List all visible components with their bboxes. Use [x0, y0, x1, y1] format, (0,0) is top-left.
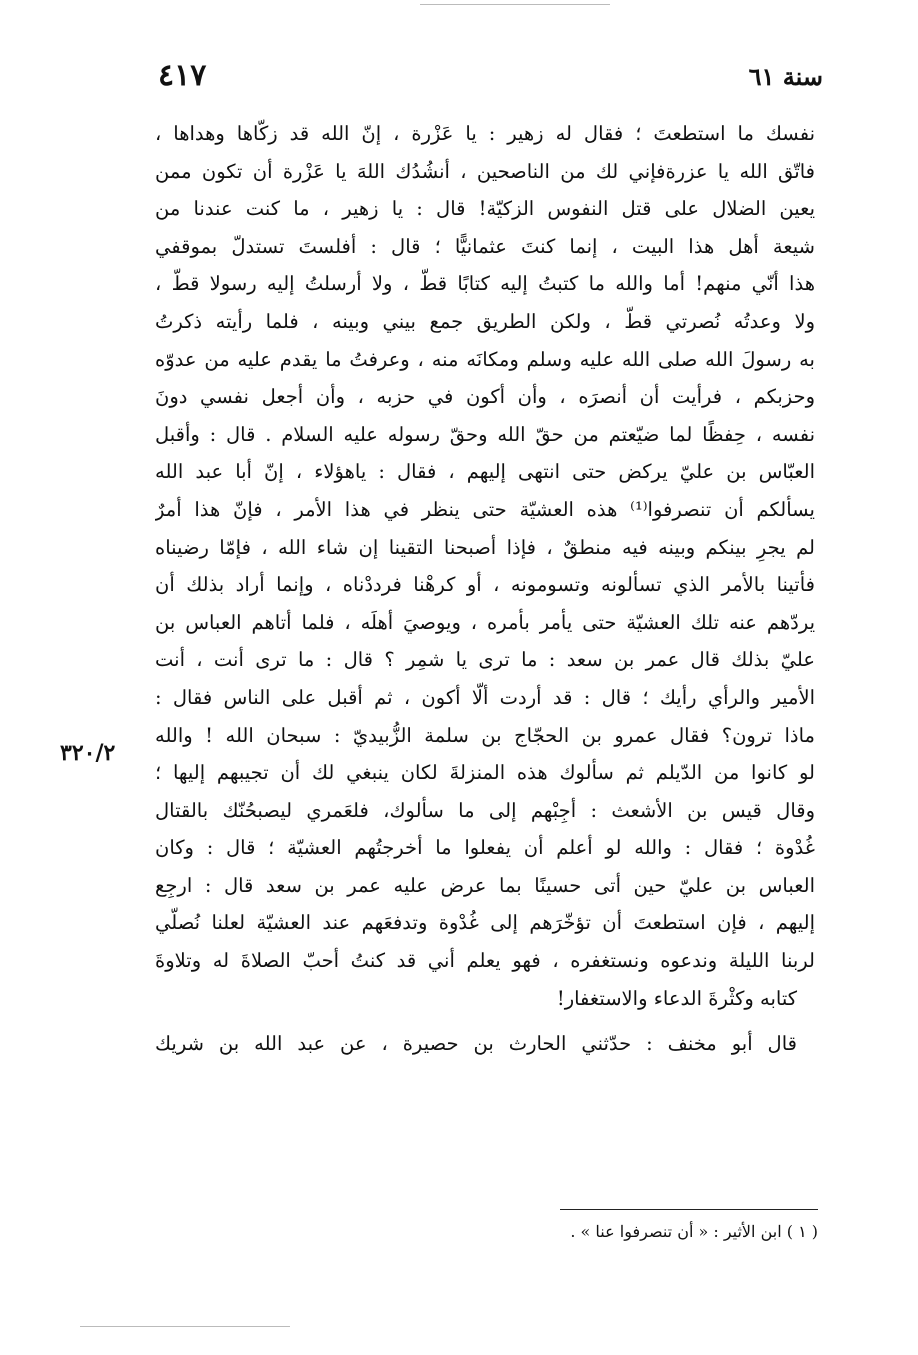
text-line-new-paragraph: قال أبو مخنف : حدّثني الحارث بن حصيرة ، عن عبد الله بن شريك — [155, 1032, 797, 1056]
paragraph-gap — [155, 1017, 815, 1025]
text-line: فاتّق الله يا عزرةفإني لك من الناصحين ، أنشُدُك اللهَ يا عَزْرة أن تكون ممن — [155, 159, 815, 183]
footnote-separator — [560, 1209, 818, 1210]
text-line: يسألكم أن تنصرفوا⁽¹⁾ هذه العشيّة حتى ينظر في هذا الأمر ، فإنّ هذا أمرٌ — [155, 497, 815, 521]
footnote: ( ١ ) ابن الأثير : « أن تنصرفوا عنا » . — [570, 1222, 818, 1241]
main-text-block — [155, 115, 815, 1063]
text-line: نفسه ، حِفظًا لما ضيّعتم من حقّ الله وحقّ رسوله عليه السلام . قال : وأقبل — [155, 422, 815, 446]
text-line: لو كانوا من الدّيلم ثم سألوك هذه المنزلةَ لكان ينبغي لك أن تجيبهم إليها ؛ — [155, 761, 815, 785]
text-line-paragraph-end: كتابه وكثْرةَ الدعاء والاستغفار! — [556, 986, 797, 1010]
text-line: لربنا الليلة وندعوه ونستغفره ، فهو يعلم أني قد كنتُ أحبّ الصلاةَ له وتلاوةَ — [155, 949, 815, 973]
text-line: ماذا ترون؟ فقال عمرو بن الحجّاج بن سلمة الزُّبيديّ : سبحان الله ! والله — [155, 723, 815, 747]
text-line: إليهم ، فإن استطعتَ أن تؤخّرَهم إلى غُدْوة وتدفعَهم عند العشيّة لعلنا نُصلّي — [155, 911, 815, 935]
page-number: ٤١٧ — [158, 58, 207, 93]
text-line: يردّهم عنه تلك العشيّة حتى يأمر بأمره ، ويوصيَ أهلَه ، فلما أتاهم العباس بن — [155, 610, 815, 634]
text-line: غُدْوة ؛ فقال : والله لو أعلم أن يفعلوا ما أخرجتُهم العشيّة ؛ قال : وكان — [155, 836, 815, 860]
text-line: لم يجرِ بينكم وبينه فيه منطقٌ ، فإذا أصبحنا التقينا إن شاء الله ، فإمّا رضيناه — [155, 535, 815, 559]
text-line: هذا أنّي منهم! أما والله ما كتبتُ إليه كتابًا قطّ ، ولا أرسلتُ إليه رسولا قطّ ، — [155, 272, 815, 296]
text-line: الأمير والرأي رأيك ؛ قال : قد أردت ألّا أكون ، ثم أقبل على الناس فقال : — [155, 685, 815, 709]
text-line: عليّ بذلك قال عمر بن سعد : ما ترى يا شمِر ؟ قال : ما ترى أنت ، أنت — [155, 648, 815, 672]
top-edge-line — [420, 4, 610, 5]
text-line: به رسولَ الله صلى الله عليه وسلم ومكانَه منه ، وعرفتُ ما يقدم عليه من عدوّه — [155, 347, 815, 371]
text-line: نفسك ما استطعتَ ؛ فقال له زهير : يا عَزْرة ، إنّ الله قد زكّاها وهداها ، — [155, 122, 815, 145]
text-line: فأتينا بالأمر الذي تسألونه وتسومونه ، أو كرهْنا فرددْناه ، وإنما أراد بذلك أن — [155, 573, 815, 597]
text-line: ولا وعدتُه نُصرتي قطّ ، ولكن الطريق جمع بيني وبينه ، فلما رأيته ذكرتُ — [155, 309, 815, 333]
text-line: وقال قيس بن الأشعث : أجِبْهم إلى ما سألوك، فلعَمري ليصبحُنّك بالقتال — [155, 798, 815, 822]
running-header-year: سنة ٦١ — [748, 62, 823, 91]
text-line: شيعة أهل هذا البيت ، إنما كنتَ عثمانيًّا ؛ قال : أفلستَ تستدلّ بموقفي — [155, 234, 815, 258]
text-line: يعين الضلال على قتل النفوس الزكيّة! قال : يا زهير ، ما كنت عندنا من — [155, 197, 815, 221]
text-line: العبّاس بن عليّ يركض حتى انتهى إليهم ، فقال : ياهؤلاء ، إنّ أبا عبد الله — [155, 460, 815, 484]
bottom-edge-line — [80, 1326, 290, 1327]
text-line: وحزبكم ، فرأيت أن أنصرَه ، وأن أكون في حزبه ، وأن أجعل نفسي دونَ — [155, 385, 815, 409]
margin-reference-note: ٣٢٠/٢ — [60, 740, 116, 766]
text-line: العباس بن عليّ حين أتى حسينًا بما عرض عليه عمر بن سعد قال : ارجِع — [155, 873, 815, 897]
